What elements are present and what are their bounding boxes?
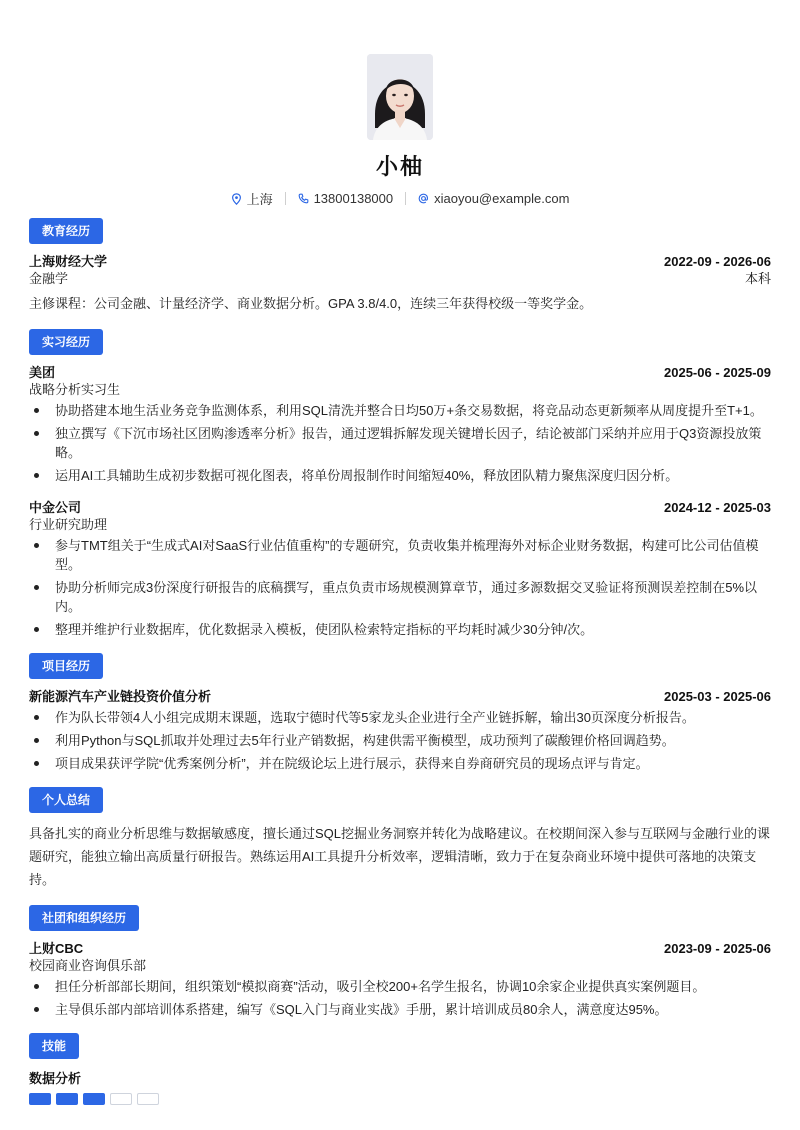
list-item: 协助搭建本地生活业务竞争监测体系，利用SQL清洗并整合日均50万+条交易数据，将竞品动态更新频率从周度提升至T+1。	[29, 401, 771, 420]
skill-level-segment	[83, 1093, 105, 1105]
avatar-portrait-icon	[367, 54, 433, 140]
phone-icon	[298, 193, 309, 204]
school-name: 上海财经大学	[29, 254, 108, 269]
list-item: 主导俱乐部内部培训体系搭建，编写《SQL入门与商业实战》手册，累计培训成员80余人，满意度达95%。	[29, 1000, 771, 1019]
internship-date: 2024-12 - 2025-03	[664, 500, 771, 515]
club-date: 2023-09 - 2025-06	[664, 941, 771, 956]
internship-date: 2025-06 - 2025-09	[664, 365, 771, 380]
list-item: 参与TMT组关于“生成式AI对SaaS行业估值重构”的专题研究，负责收集并梳理海外对标企业财务数据，构建可比公司估值模型。	[29, 536, 771, 574]
section-title-internship: 实习经历	[29, 329, 103, 355]
list-item: 运用AI工具辅助生成初步数据可视化图表，将单份周报制作时间缩短40%，释放团队精力聚焦深度归因分析。	[29, 466, 771, 485]
list-item: 协助分析师完成3份深度行研报告的底稿撰写，重点负责市场规模测算章节，通过多源数据交叉验证将预测误差控制在5%以内。	[29, 578, 771, 616]
section-title-project: 项目经历	[29, 653, 103, 679]
skills-section	[29, 1033, 771, 1105]
list-item: 项目成果获评学院“优秀案例分析”，并在院级论坛上进行展示，获得来自券商研究员的现场点评与肯定。	[29, 754, 771, 773]
list-item: 整理并维护行业数据库，优化数据录入模板，使团队检索特定指标的平均耗时减少30分钟/次。	[29, 620, 771, 639]
skill-level-segment	[29, 1093, 51, 1105]
contact-info	[0, 189, 800, 208]
skill-level-segment	[56, 1093, 78, 1105]
list-item: 独立撰写《下沉市场社区团购渗透率分析》报告，通过逻辑拆解发现关键增长因子，结论被部门采纳并应用于Q3资源投放策略。	[29, 424, 771, 462]
contact-email	[418, 191, 569, 206]
internship-entry	[29, 364, 771, 485]
project-date: 2025-03 - 2025-06	[664, 689, 771, 704]
club-section	[29, 905, 771, 1019]
education-section	[29, 218, 771, 315]
internship-entry	[29, 499, 771, 639]
divider	[405, 192, 406, 205]
project-entry	[29, 688, 771, 773]
section-title-club: 社团和组织经历	[29, 905, 139, 931]
resume-header	[0, 0, 800, 208]
skill-name: 数据分析	[29, 1071, 82, 1086]
project-name: 新能源汽车产业链投资价值分析	[29, 689, 212, 704]
candidate-name: 小柚	[375, 154, 424, 179]
list-item: 利用Python与SQL抓取并处理过去5年行业产销数据，构建供需平衡模型，成功预判了碳酸锂价格回调趋势。	[29, 731, 771, 750]
section-title-education: 教育经历	[29, 218, 103, 244]
contact-phone	[298, 191, 394, 206]
avatar	[367, 54, 433, 140]
divider	[285, 192, 286, 205]
phone-text: 13800138000	[313, 191, 394, 206]
club-name: 上财CBC	[29, 941, 84, 956]
resume-body	[29, 218, 771, 1117]
club-entry	[29, 940, 771, 1019]
email-text: xiaoyou@example.com	[434, 191, 570, 206]
skill-level-bar	[29, 1093, 771, 1105]
club-role: 校园商业咨询俱乐部	[29, 958, 147, 973]
skill-level-segment	[137, 1093, 159, 1105]
major: 金融学	[29, 271, 69, 286]
education-date: 2022-09 - 2026-06	[664, 254, 771, 269]
section-title-skills: 技能	[29, 1033, 79, 1059]
degree: 本科	[744, 271, 771, 286]
internship-section	[29, 329, 771, 639]
contact-location	[231, 189, 273, 208]
company-name: 美团	[29, 365, 56, 380]
at-sign-icon	[418, 193, 429, 204]
company-name: 中金公司	[29, 500, 82, 515]
project-section	[29, 653, 771, 773]
list-item: 作为队长带领4人小组完成期末课题，选取宁德时代等5家龙头企业进行全产业链拆解，输出30页深度分析报告。	[29, 708, 771, 727]
location-text: 上海	[246, 192, 273, 207]
list-item: 担任分析部部长期间，组织策划“模拟商赛”活动，吸引全校200+名学生报名，协调10余家企业提供真实案例题目。	[29, 977, 771, 996]
internship-role: 战略分析实习生	[29, 382, 121, 397]
section-title-summary: 个人总结	[29, 787, 103, 813]
location-pin-icon	[231, 193, 242, 205]
internship-role: 行业研究助理	[29, 517, 108, 532]
education-detail: 主修课程：公司金融、计量经济学、商业数据分析。GPA 3.8/4.0，连续三年获得校级一等奖学金。	[29, 296, 593, 311]
skill-level-segment	[110, 1093, 132, 1105]
summary-text: 具备扎实的商业分析思维与数据敏感度，擅长通过SQL挖掘业务洞察并转化为战略建议。在校期间深入参与互联网与金融行业的课题研究，能独立输出高质量行研报告。熟练运用AI工具提升分析效率，逻辑清晰，致力于在复杂商业环境中提供可落地的决策支持。	[29, 826, 771, 887]
summary-section	[29, 787, 771, 891]
